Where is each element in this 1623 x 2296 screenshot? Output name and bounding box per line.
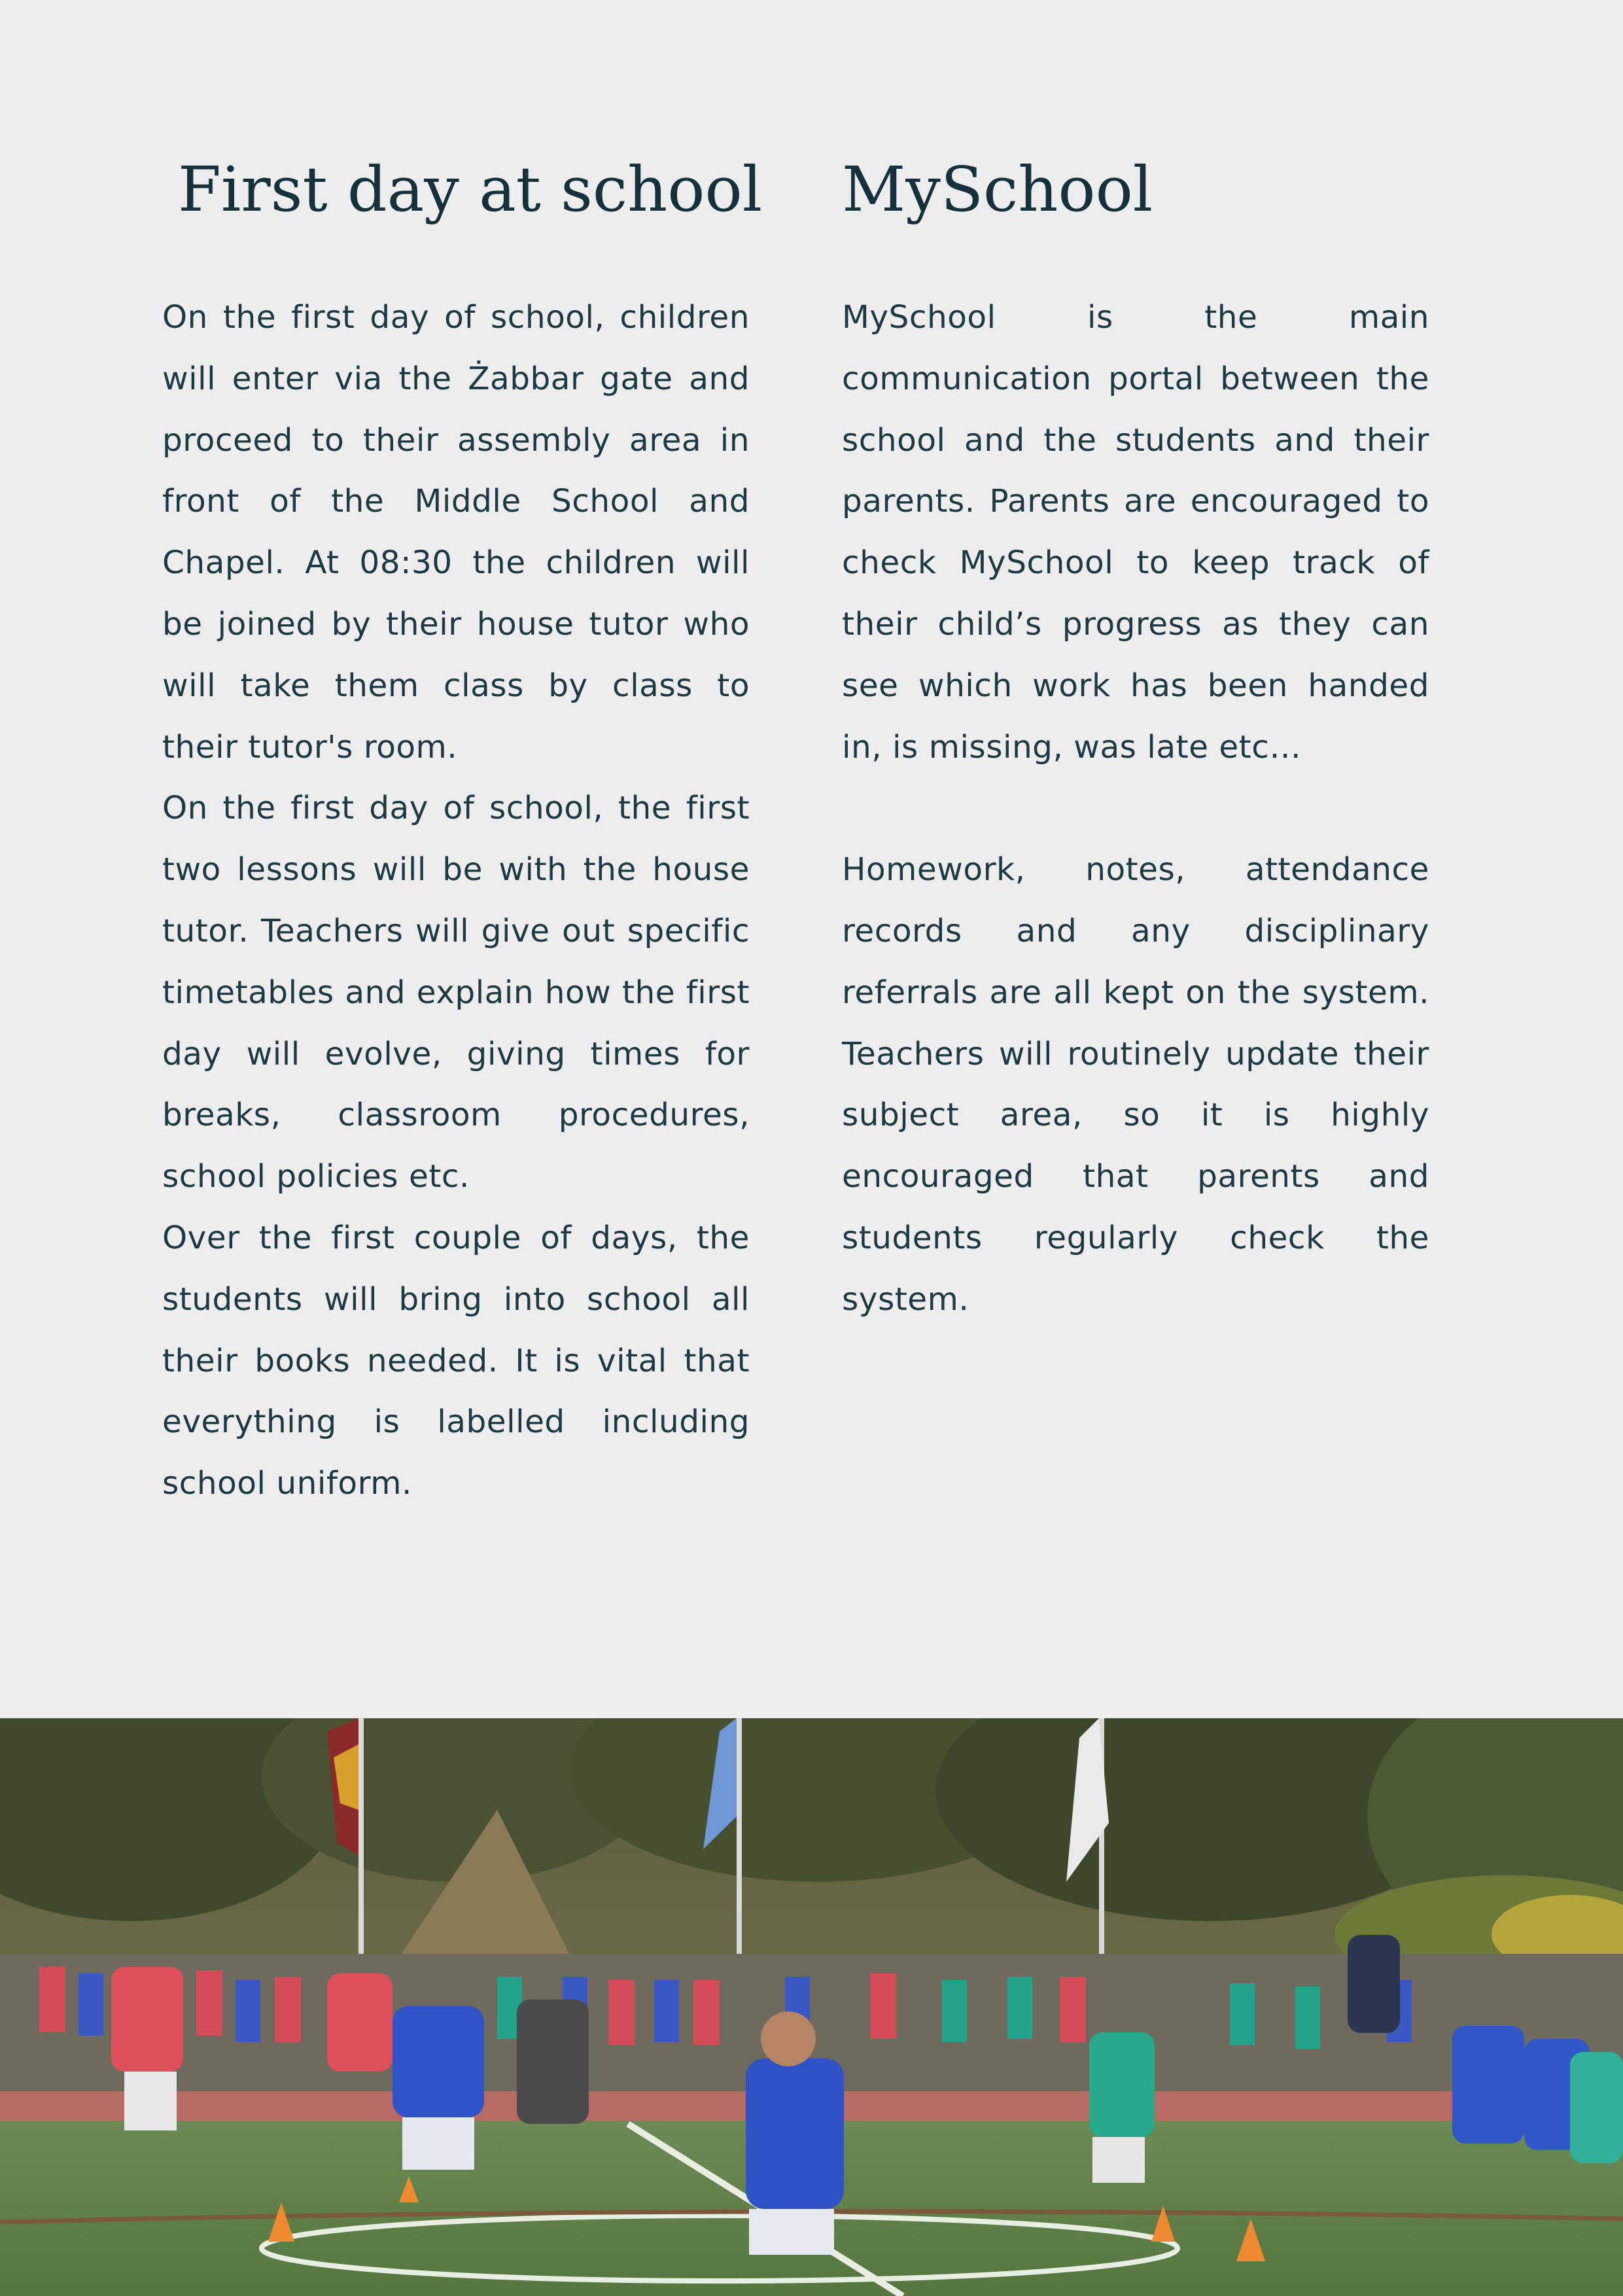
- first-day-paragraph-2: On the first day of school, the first two lessons will be with the house tutor. Teachers will give out specific timetables and explain how the first day will evolve, giving times for breaks, classroom procedures, school policies etc.: [162, 790, 750, 1195]
- first-day-paragraph-3: Over the first couple of days, the students will bring into school all their books needed. It is vital that everything is labelled including school uniform.: [162, 1219, 750, 1502]
- myschool-heading: MySchool: [842, 154, 1153, 226]
- myschool-body: [842, 287, 1429, 1331]
- first-day-paragraph-1: On the first day of school, children will enter via the Żabbar gate and proceed to their assembly area in front of the Middle School and Chapel. At 08:30 the children will be joined by their house tutor who will take them class by class to their tutor's room.: [162, 299, 750, 766]
- myschool-paragraph-2: Homework, notes, attendance records and any disciplinary referrals are all kept on the system. Teachers will routinely update their subject area, so it is highly encouraged that parents and students regularly check the system.: [842, 851, 1429, 1318]
- first-day-body: [162, 287, 750, 1515]
- first-day-heading: First day at school: [178, 154, 763, 226]
- myschool-paragraph-1: MySchool is the main communication portal between the school and the students and their parents. Parents are encouraged to check MySchool to keep track of their child’s progress as they can see which work has been handed in, is missing, was late etc…: [842, 299, 1429, 766]
- school-sports-day-photo: [0, 1718, 1623, 2296]
